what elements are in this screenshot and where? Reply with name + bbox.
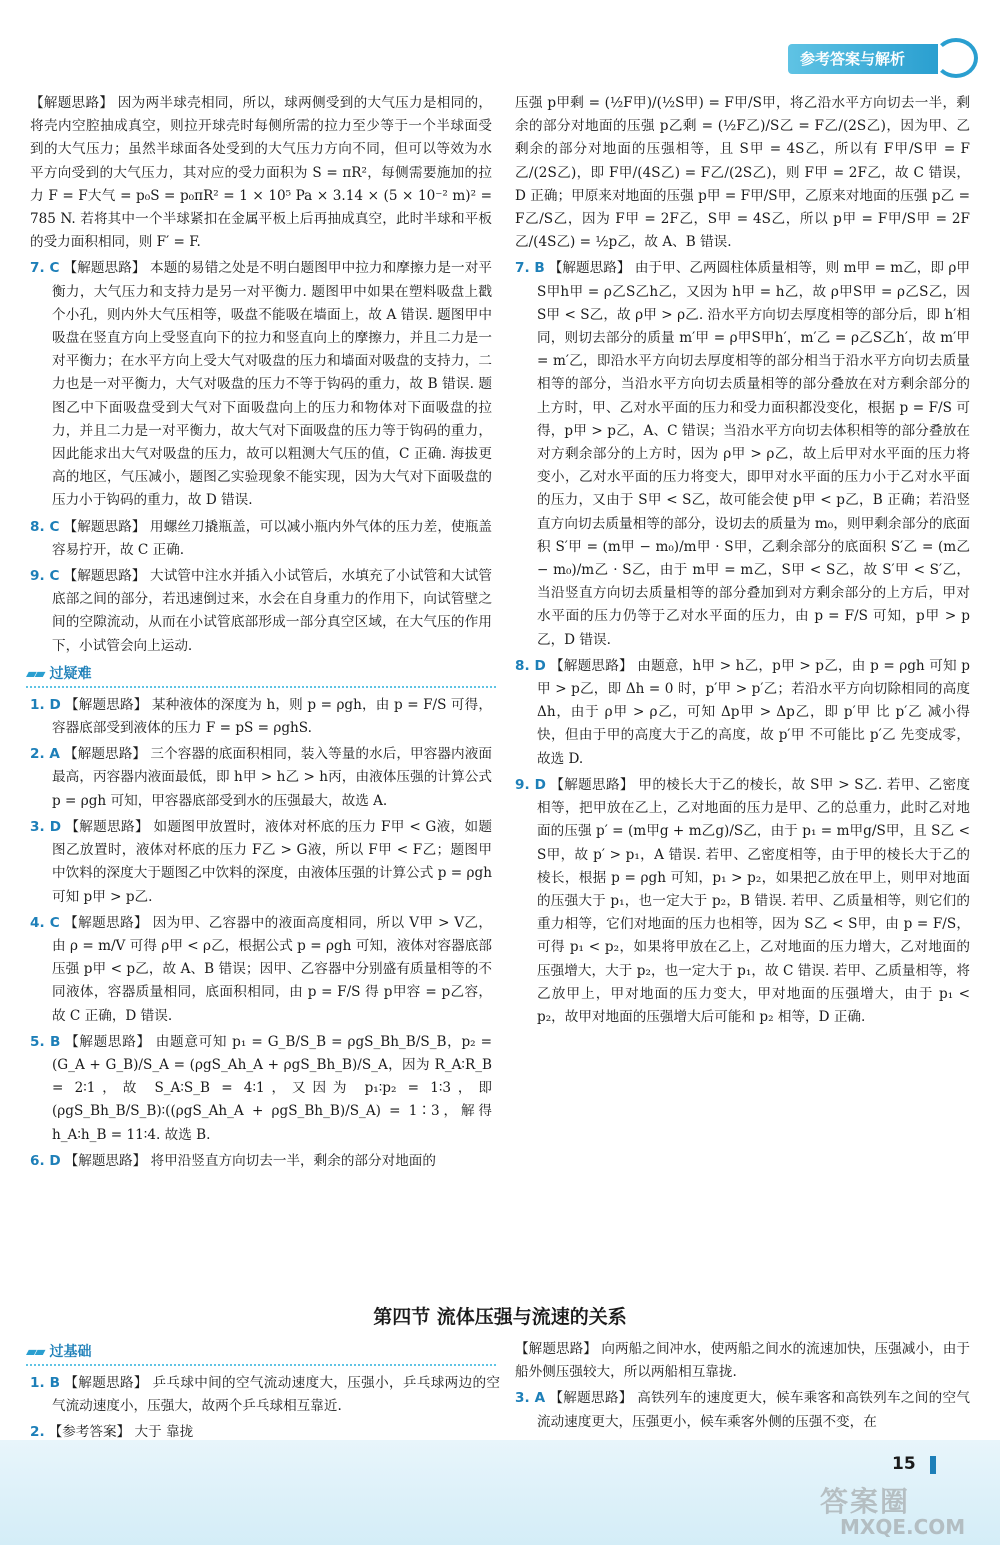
item-number: 4. C — [30, 914, 60, 931]
answer-item — [30, 694, 492, 740]
item-number: 6. D — [30, 1152, 61, 1169]
item-text: 【解题思路】 三个容器的底面积相同，装入等量的水后，甲容器内液面最高，丙容器内液面最低，即 h甲 > h乙 > h丙，由液体压强的计算公式 p = ρgh 可知，甲容器底部受到水的压强最大，故选 A. — [52, 746, 492, 809]
watermark-logo: 答案圈 — [820, 1485, 911, 1518]
sub-banner — [26, 664, 496, 688]
item-text: 【解题思路】 如题图甲放置时，液体对杯底的压力 F甲 < G液，如题图乙放置时，液体对杯底的压力 F乙 > G液，所以 F甲 < F乙；题图甲中饮料的深度大于题图乙中饮料的深度，由液体压强的计算公式 p = ρgh 可知 p甲 > p乙. — [52, 818, 493, 905]
item-text: 【解题思路】 将甲沿竖直方向切去一半，剩余的部分对地面的 — [64, 1152, 436, 1169]
item-number: 7. B — [515, 260, 545, 277]
item-text: 【解题思路】 高铁列车的速度更大，候车乘客和高铁列车之间的空气流动速度更大，压强更小，候车乘客外侧的压强不变，在 — [537, 1390, 970, 1430]
item-text: 【参考答案】 大于 靠拢 — [48, 1424, 194, 1441]
header-tab: 参考答案与解析 — [788, 44, 938, 74]
right-column — [515, 92, 970, 1032]
item-number: 1. B — [30, 1375, 61, 1391]
item-text: 【解题思路】 大试管中注水并插入小试管后，水填充了小试管和大试管底部之间的部分，若迅速倒过来，水会在自身重力的作用下，向试管壁之间的空隙流动，从而在小试管底部形成一部分真空区域，在大气压的作用下，小试管会向上运动. — [52, 568, 492, 654]
item-number: 7. C — [30, 260, 60, 277]
paragraph: 【解题思路】 因为两半球壳相同，所以，球两侧受到的大气压力是相同的，将壳内空腔抽成真空，则拉开球壳时每侧所需的拉力至少等于一个半球面受到的大气压力；虽然半球面各处受到的大气压力方向不同，但可以等效为水平方向受到的大气压力，其对应的受力面积为 S = πR²，每侧需要施加的拉力 F = F大气 = p₀S = p₀πR² = 1 × 10⁵ Pa × 3.14 × (5 × 10⁻² m)² = 785 N. 若将其中一个半球紧扣在金属平板上后再抽成真空，此时半球和平板的受力面积相同，则 F′ = F. — [30, 95, 492, 251]
banner-mark-icon: ▰▰ — [26, 1344, 44, 1361]
answer-item — [515, 1387, 970, 1433]
item-number: 2. A — [30, 746, 60, 763]
item-number: 1. D — [30, 696, 61, 713]
answer-item — [30, 912, 492, 1028]
paragraph: 压强 p甲剩 = (½F甲)/(½S甲) = F甲/S甲，将乙沿水平方向切去一半，剩余的部分对地面的压强 p乙剩 = (½F乙)/S乙 = F乙/(2S乙)，因为甲、乙剩余的部分对地面的压强相等，且 S甲 = 4S乙，所以有 F甲/S甲 = F乙/(2S乙)，即 F甲/(4S乙) = F乙/(2S乙)，则 F甲 = 2F乙，故 C 错误，D 正确；甲原来对地面的压强 p甲 = F甲/S甲，乙原来对地面的压强 p乙 = F乙/S乙，因为 F甲 = 2F乙，S甲 = 4S乙，所以 p甲 = F甲/S甲 = 2F乙/(4S乙) = ½p乙，故 A、B 错误. — [515, 95, 970, 251]
item-text: 【解题思路】 由题意可知 p₁ = G_B/S_B = ρgS_Bh_B/S_B，p₂ = (G_A + G_B)/S_A = (ρgS_Ah_A + ρgS_Bh_B)/S_A，因为 R_A∶R_B = 2∶1，故 S_A∶S_B = 4∶1，又因为 p₁∶p₂ = 1∶3，即 (ρgS_Bh_B/S_B)∶((ρgS_Ah_A + ρgS_Bh_B)/S_A) = 1∶3，解得 h_A∶h_B = 11∶4. 故选 B. — [52, 1033, 492, 1143]
item-text: 【解题思路】 由于甲、乙两圆柱体质量相等，则 m甲 = m乙，即 ρ甲S甲h甲 = ρ乙S乙h乙，又因为 h甲 = h乙，故 ρ甲S甲 = ρ乙S乙，因 S甲 < S乙，故 ρ甲 > ρ乙. 沿水平方向切去厚度相等的部分后，即 h′相同，则切去部分的质量 m′甲 = ρ甲S甲h′，m′乙 = ρ乙S乙h′，故 m′甲 = m′乙，即沿水平方向切去厚度相等的部分相当于沿水平方向切去质量相等的部分，当沿水平方向切去质量相等的部分叠放在对方剩余部分的上方时，甲、乙对水平面的压力和受力面积都没变化，根据 p = F/S 可得，p甲 > p乙，A、C 错误；当沿水平方向切去体积相等的部分叠放在对方剩余部分的上方时，因为 ρ甲 > ρ乙，故上后甲对水平面的压力将变小，乙对水平面的压力将变大，即甲对水平面的压力小于乙对水平面的压力，又由于 S甲 < S乙，故可能会使 p甲 < p乙，B 正确；若沿竖直方向切去质量相等的部分，设切去的质量为 m₀，则甲剩余部分的底面积 S′甲 = (m甲 − m₀)/m甲 · S甲，乙剩余部分的底面积 S′乙 = (m乙 − m₀)/m乙 · S乙，由于 m甲 = m乙，S甲 < S乙，故 S′甲 < S′乙，当沿竖直方向切去质量相等的部分叠加到对方剩余部分的上方后，甲对水平面的压力仍等于乙对水平面的压力，由 p = F/S 可知，p甲 > p乙，D 错误. — [537, 260, 971, 648]
answer-item — [30, 1150, 492, 1173]
answer-item — [30, 1372, 500, 1418]
item-text: 【解题思路】 乒乓球中间的空气流动速度大，压强小，乒乓球两边的空气流动速度小，压强大，故两个乒乓球相互靠近. — [52, 1375, 500, 1415]
section-left-column — [26, 1336, 500, 1448]
banner-label: 过疑难 — [49, 666, 92, 683]
page-marker — [930, 1456, 936, 1474]
answer-item — [515, 257, 970, 651]
item-number: 9. C — [30, 568, 60, 585]
section-right-column — [515, 1338, 970, 1437]
item-text: 【解题思路】 本题的易错之处是不明白题图甲中拉力和摩擦力是一对平衡力，大气压力和支持力是另一对平衡力. 题图甲中如果在塑料吸盘上戳个小孔，则内外大气压相等，吸盘不能吸在墙面上，故 A 错误. 题图甲中吸盘在竖直方向上受竖直向下的拉力和竖直向上的摩擦力，并且二力是一对平衡力；在水平方向上受大气对吸盘的压力和墙面对吸盘的支持力，二力也是一对平衡力，大气对吸盘的压力不等于钩码的重力，故 B 错误. 题图乙中下面吸盘受到大气对下面吸盘向上的压力和物体对下面吸盘的拉力，并且二力是一对平衡力，故大气对下面吸盘的压力等于钩码的重力，因此能求出大气对吸盘的压力，故可以粗测大气压的值，C 正确. 海拔更高的地区，气压减小，题图乙实验现象不能实现，因为大气对下面吸盘的压力小于钩码的重力，故 D 错误. — [52, 260, 492, 509]
answer-item — [30, 516, 492, 562]
item-text: 【解题思路】 由题意，h甲 > h乙，p甲 > p乙，由 p = ρgh 可知 p甲 > p乙，即 Δh = 0 时，p′甲 > p′乙；若沿水平方向切除相同的高度 Δh，由于 ρ甲 > ρ乙，可知 Δp甲 > Δp乙，即 p′甲 比 p′乙 减小得快，但由于甲的高度大于乙的高度，故 p′甲 不可能比 p′乙 先变成零，故选 D. — [537, 657, 970, 767]
item-number: 3. D — [30, 818, 61, 835]
answer-item — [30, 1031, 492, 1147]
item-number: 8. D — [515, 657, 546, 674]
swirl-icon — [934, 38, 978, 78]
banner-label: 过基础 — [49, 1344, 92, 1361]
item-number: 9. D — [515, 776, 546, 793]
page-number: 15 — [892, 1454, 916, 1474]
item-text: 【解题思路】 甲的棱长大于乙的棱长，故 S甲 > S乙. 若甲、乙密度相等，把甲放在乙上，乙对地面的压力是甲、乙的总重力，此时乙对地面的压强 p′ = (m甲g + m乙g)/S乙，由于 p₁ = m甲g/S甲，且 S乙 < S甲，故 p′ > p₁，A 错误. 若甲、乙密度相等，由于甲的棱长大于乙的棱长，根据 p = ρgh 可知，p₁ > p₂，如果把乙放在甲上，则甲对地面的压强大于 p₁，也一定大于 p₂，B 错误. 若甲、乙质量相等，则它们的重力相等，它们对地面的压力也相等，因为 S乙 < S甲，由 p = F/S，可得 p₁ < p₂，如果将甲放在乙上，乙对地面的压力增大，乙对地面的压强增大，大于 p₂，也一定大于 p₁，故 C 错误. 若甲、乙质量相等，将乙放甲上，甲对地面的压力变大，甲对地面的压强增大，由于 p₁ < p₂，故甲对地面的压强增大后可能和 p₂ 相等，D 正确. — [537, 776, 970, 1025]
left-column — [26, 92, 493, 1176]
item-number: 5. B — [30, 1033, 61, 1050]
item-text: 【解题思路】 因为甲、乙容器中的液面高度相同，所以 V甲 > V乙，由 ρ = m/V 可得 ρ甲 < ρ乙，根据公式 p = ρgh 可知，液体对容器底部压强 p甲 < p乙，故 A、B 错误；因甲、乙容器中分别盛有质量相等的不同液体，容器质量相同，底面积相同，由 p = F/S 得 p甲容 = p乙容，故 C 正确，D 错误. — [52, 914, 492, 1024]
watermark-url: MXQE.COM — [840, 1515, 966, 1539]
item-number: 2. — [30, 1424, 45, 1441]
section-title: 第四节 流体压强与流速的关系 — [373, 1306, 627, 1328]
answer-item — [515, 774, 970, 1029]
paragraph: 【解题思路】 向两船之间冲水，使两船之间水的流速加快，压强减小，由于船外侧压强较大，所以两船相互靠拢. — [515, 1341, 970, 1381]
item-text: 【解题思路】 某种液体的深度为 h，则 p = ρgh，由 p = F/S 可得，容器底部受到液体的压力 F = pS = ρghS. — [52, 696, 493, 737]
item-text: 【解题思路】 用螺丝刀撬瓶盖，可以减小瓶内外气体的压力差，使瓶盖容易拧开，故 C 正确. — [52, 518, 492, 558]
answer-item — [30, 816, 492, 909]
answer-item — [30, 257, 492, 512]
answer-item — [515, 655, 970, 771]
item-number: 8. C — [30, 518, 60, 535]
banner-mark-icon: ▰▰ — [26, 666, 44, 683]
answer-item — [30, 565, 492, 658]
sub-banner — [26, 1342, 496, 1366]
item-number: 3. A — [515, 1390, 546, 1407]
answer-item — [30, 743, 492, 813]
